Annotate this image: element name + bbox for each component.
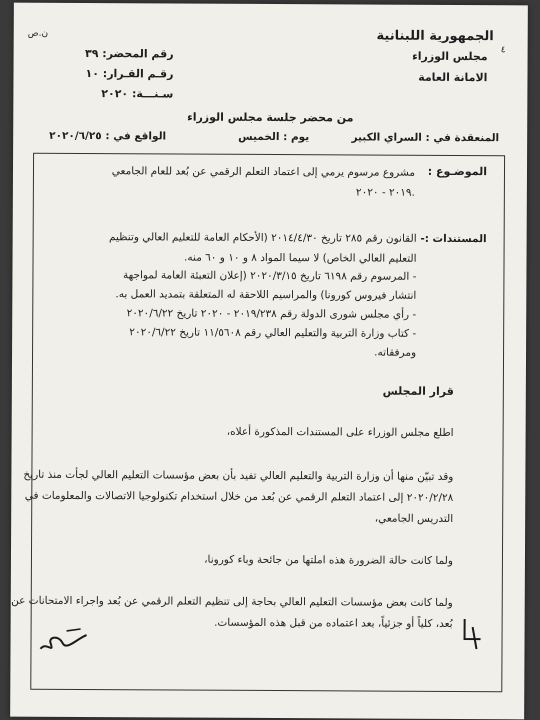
session-date: الواقع في : ٢٠٢٠/٦/٢٥	[49, 129, 167, 143]
document-page	[10, 3, 528, 720]
decision-paragraph-2-line: التدريس الجامعي،	[374, 512, 454, 525]
subject-line-2: ٢٠١٩ - ٢٠٢٠.	[355, 186, 415, 199]
documents-line: - رأي مجلس شورى الدولة رقم ٢٠١٩/٢٣٨ - ٢٠٢٠ تاريخ ٢٠٢٠/٦/٢٢	[126, 307, 417, 321]
year: سـنـــة: ٢٠٢٠	[101, 87, 174, 101]
documents-label: المستندات :-	[420, 232, 487, 246]
documents-line: التعليم العالي الخاص) لا سيما المواد ٨ و ١٠ و ٦٠ منه.	[184, 251, 417, 265]
documents-line: القانون رقم ٢٨٥ تاريخ ٢٠١٤/٤/٣٠ (الأحكام العامة للتعليم العالي وتنظيم	[108, 231, 417, 245]
decision-paragraph-4-line: بُعد، كلياً أو جزئياً، بعد اعتماده من قبل هذه المؤسسات.	[214, 616, 453, 630]
decision-paragraph-2-line: ٢٠٢٠/٢/٢٨ إلى اعتماد التعلم الرقمي عن بُعد من خلال استخدام تكنولوجيا الاتصالات والمعلومات في	[24, 489, 454, 504]
documents-line: انتشار فيروس كورونا) والمراسيم اللاحقة له المتعلقة بتمديد العمل به.	[115, 288, 417, 302]
handwritten-initial	[458, 613, 488, 653]
decision-number: رقـم القـرار: ١٠	[85, 67, 174, 81]
documents-line: ومرفقاته.	[374, 346, 417, 359]
decision-paragraph-1: اطلع مجلس الوزراء على المستندات المذكورة أعلاه،	[226, 425, 454, 439]
decision-heading: قرار المجلس	[382, 384, 454, 398]
documents-line: - المرسوم رقم ٦١٩٨ تاريخ ٢٠٢٠/٣/١٥ (إعلان التعبئة العامة لمواجهة	[122, 269, 417, 283]
session-day: يوم : الخميس	[238, 130, 310, 144]
subject-label: الموضـوع :	[427, 164, 488, 179]
decision-paragraph-4-line: ولما كانت بعض مؤسسات التعليم العالي بحاجة إلى تنظيم التعلم الرقمي عن بُعد واجراء الامتحانات عن	[11, 594, 453, 609]
minutes-number: رقم المحضر: ٣٩	[85, 47, 174, 61]
subject-line-1: مشروع مرسوم يرمي إلى اعتماد التعلم الرقمي عن بُعد للعام الجامعي	[111, 165, 416, 179]
council-title: مجلس الوزراء	[412, 49, 488, 64]
handwritten-signature	[36, 621, 96, 661]
documents-line: - كتاب وزارة التربية والتعليم العالي رقم ١١/٥٦٠٨ تاريخ ٢٠٢٠/٦/٢٢	[129, 326, 417, 340]
session-location: المنعقدة في : السراي الكبير	[351, 131, 500, 145]
secretariat-title: الامانة العامة	[418, 70, 488, 85]
decision-paragraph-2-line: وقد تبيّن منها أن وزارة التربية والتعليم العالي تفيد بأن بعض مؤسسات التعليم العالي لجأت منذ تاريخ	[23, 468, 454, 483]
session-heading: من محضر جلسة مجلس الوزراء	[187, 110, 354, 125]
decision-paragraph-3: ولما كانت حالة الضرورة هذه املتها من جائحة وباء كورونا،	[204, 553, 453, 567]
corner-mark: ن.ص	[27, 28, 49, 39]
republic-title: الجمهورية اللبنانية	[376, 28, 494, 45]
corner-number: ٤	[500, 45, 506, 56]
